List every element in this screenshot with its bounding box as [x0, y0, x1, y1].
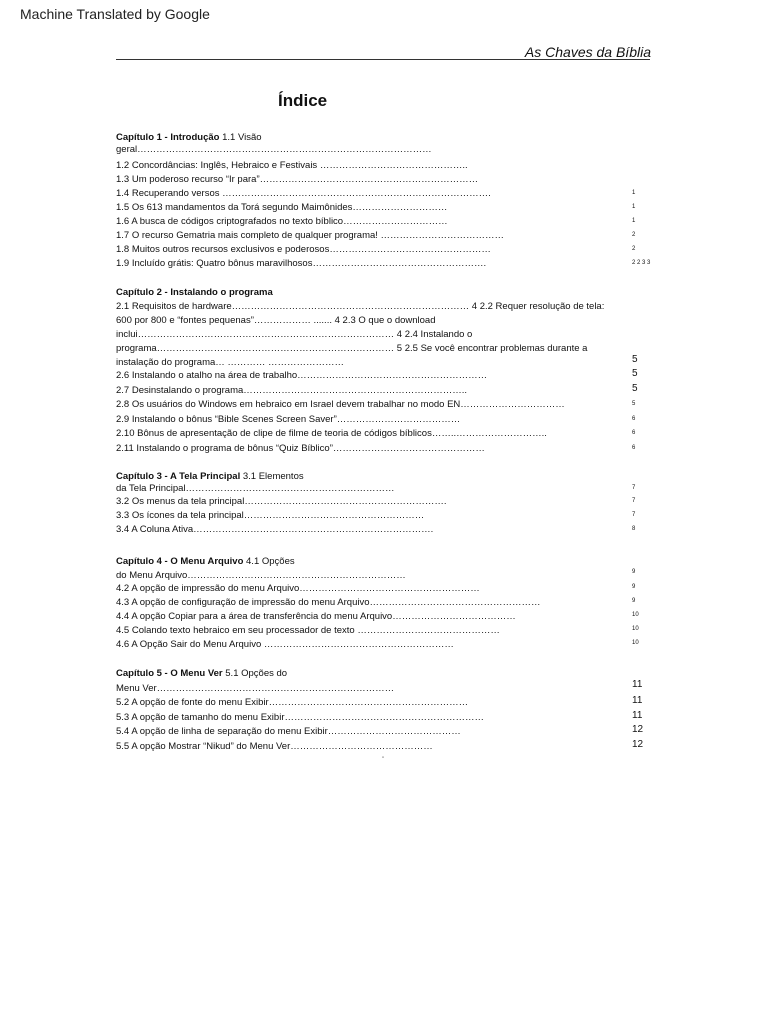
page-number: 9 — [632, 569, 636, 575]
page-number: 2 2 3 3 — [632, 260, 651, 266]
page-number: 6 — [632, 415, 636, 422]
toc-entry: 4.2 A opção de impressão do menu Arquivo………………………………………………… — [116, 583, 480, 594]
toc-wrapped-line: programa………………………………………………………………… 5 2.5 Se você encontrar problemas durante a — [116, 343, 588, 354]
page-number: 12 — [632, 724, 644, 735]
toc-entry: 1.9 Incluído grátis: Quatro bônus maravilhosos………………………………………………. — [116, 258, 487, 269]
toc-entry: 3.4 A Coluna Ativa…………………………………………………………………. — [116, 524, 434, 535]
machine-translated-banner: Machine Translated by Google — [20, 6, 210, 22]
page-number: 5 — [632, 382, 638, 394]
toc-wrapped-line: 600 por 800 e “fontes pequenas”……………… ....... 4 2.3 O que o download — [116, 315, 436, 326]
page-number: 11 — [632, 679, 643, 690]
toc-entry: Menu Ver………………………………………………………………… — [116, 683, 395, 694]
page-number: 2 — [632, 246, 636, 252]
toc-wrapped-line: 2.1 Requisitos de hardware………………………………………………………………… 4 2.2 Requer resolução de tela: — [116, 301, 605, 312]
page-number: 6 — [632, 430, 636, 436]
toc-entry-text: 4.1 Opções — [246, 556, 295, 567]
chapter-4-heading — [116, 556, 295, 567]
toc-wrapped-line: inclui……………………………………………………………………… 4 2.4 Instalando o — [116, 329, 473, 340]
toc-entry: 4.4 A opção Copiar para a área de transferência do menu Arquivo………………………………… — [116, 611, 516, 622]
toc-entry: 2.11 Instalando o programa de bônus “Quiz Bíblico”………………………………………… — [116, 442, 485, 454]
chapter-title: Capítulo 3 - A Tela Principal — [116, 471, 241, 482]
page-number: 8 — [632, 526, 636, 532]
chapter-title: Capítulo 2 - Instalando o programa — [116, 287, 273, 298]
page-number: 11 — [632, 695, 643, 706]
page-number: 5 — [632, 401, 636, 407]
toc-entry: 5.2 A opção de fonte do menu Exibir……………………………………………………… — [116, 697, 469, 708]
chapter-5-heading — [116, 668, 287, 679]
toc-entry: 1.8 Muitos outros recursos exclusivos e poderosos…………………………………………… — [116, 244, 491, 255]
page-number: 2 — [632, 232, 636, 238]
page-number: 5 — [632, 354, 638, 365]
header-title: As Chaves da Bíblia — [524, 44, 651, 60]
page-number: 9 — [632, 598, 636, 604]
toc-entry: 1.6 A busca de códigos criptografados no texto bíblico…………………………… — [116, 216, 448, 227]
page-number: 1 — [632, 204, 636, 210]
toc-entry: 1.3 Um poderoso recurso “Ir para”…………………………………………………………… — [116, 174, 479, 185]
toc-entry-text: 3.1 Elementos — [242, 471, 304, 482]
chapter-title: Capítulo 4 - O Menu Arquivo — [116, 556, 244, 567]
toc-wrapped-line: instalação do programa… ………… …………………… — [116, 357, 345, 368]
page-number: 9 — [632, 584, 636, 590]
chapter-1-heading — [116, 132, 262, 143]
footnote-mark: " — [382, 757, 385, 763]
chapter-title: Capítulo 1 - Introdução — [116, 132, 220, 143]
page-number: 1 — [632, 190, 636, 196]
chapter-title: Capítulo 5 - O Menu Ver — [116, 668, 223, 679]
toc-entry: 1.2 Concordâncias: Inglês, Hebraico e Festivais ……………………………………….. — [116, 160, 468, 171]
toc-entry: 2.7 Desinstalando o programa…………………………………………………………….. — [116, 384, 468, 396]
page-number: 10 — [632, 612, 639, 618]
toc-entry: 5.4 A opção de linha de separação do menu Exibir…………………………………… — [116, 726, 461, 737]
page-number: 1 — [632, 218, 636, 224]
toc-entry-text: 5.1 Opções do — [225, 668, 288, 679]
page-number: 11 — [632, 709, 643, 721]
toc-entry: 4.3 A opção de configuração de impressão do menu Arquivo……………………………………………… — [116, 597, 541, 608]
header-rule — [116, 59, 650, 60]
toc-entry: do Menu Arquivo…………………………………………………………… — [116, 570, 406, 581]
page-number: 7 — [632, 498, 636, 504]
toc-entry: 2.10 Bônus de apresentação de clipe de filme de teoria de códigos bíblicos……..……………………….. — [116, 428, 547, 439]
toc-entry: da Tela Principal………………………………………………………… — [116, 483, 395, 494]
toc-entry: 1.4 Recuperando versos …………………………………………………………………………. — [116, 188, 491, 199]
toc-entry: 1.5 Os 613 mandamentos da Torá segundo Maimônides………………………… — [116, 202, 448, 213]
toc-entry: 2.6 Instalando o atalho na área de trabalho…………………………………………………… — [116, 370, 488, 381]
toc-entry: 3.2 Os menus da tela principal………………………………………………………. — [116, 496, 447, 507]
page-number: 10 — [632, 640, 639, 646]
toc-entry: 1.7 O recurso Gematria mais completo de qualquer programa! ………………………………… — [116, 230, 505, 241]
toc-entry: 4.6 A Opção Sair do Menu Arquivo …………………………………………………… — [116, 639, 454, 650]
page-number: 7 — [632, 485, 636, 491]
toc-entry: 3.3 Os ícones da tela principal………………………………………………… — [116, 510, 425, 521]
chapter-2-heading — [116, 287, 273, 298]
toc-entry: 2.8 Os usuários do Windows em hebraico em Israel devem trabalhar no modo EN…………………………… — [116, 399, 565, 410]
page-number: 7 — [632, 512, 636, 518]
page-number: 6 — [632, 444, 636, 451]
toc-entry: 5.3 A opção de tamanho do menu Exibir……………………………………………………… — [116, 711, 484, 723]
page-title: Índice — [278, 91, 328, 110]
toc-entry-text: 1.1 Visão — [222, 132, 262, 143]
chapter-3-heading — [116, 471, 304, 482]
page-number: 5 — [632, 368, 638, 379]
toc-entry: 5.5 A opção Mostrar “Nikud” do Menu Ver……………………………………… — [116, 740, 433, 752]
page-number: 12 — [632, 738, 644, 750]
toc-entry: 2.9 Instalando o bônus “Bible Scenes Screen Saver”………………………………… — [116, 413, 461, 425]
toc-entry: geral………………………………………………………………………………… — [116, 144, 432, 155]
page-number: 10 — [632, 626, 639, 632]
toc-entry: 4.5 Colando texto hebraico em seu processador de texto ……………………………………… — [116, 625, 500, 636]
